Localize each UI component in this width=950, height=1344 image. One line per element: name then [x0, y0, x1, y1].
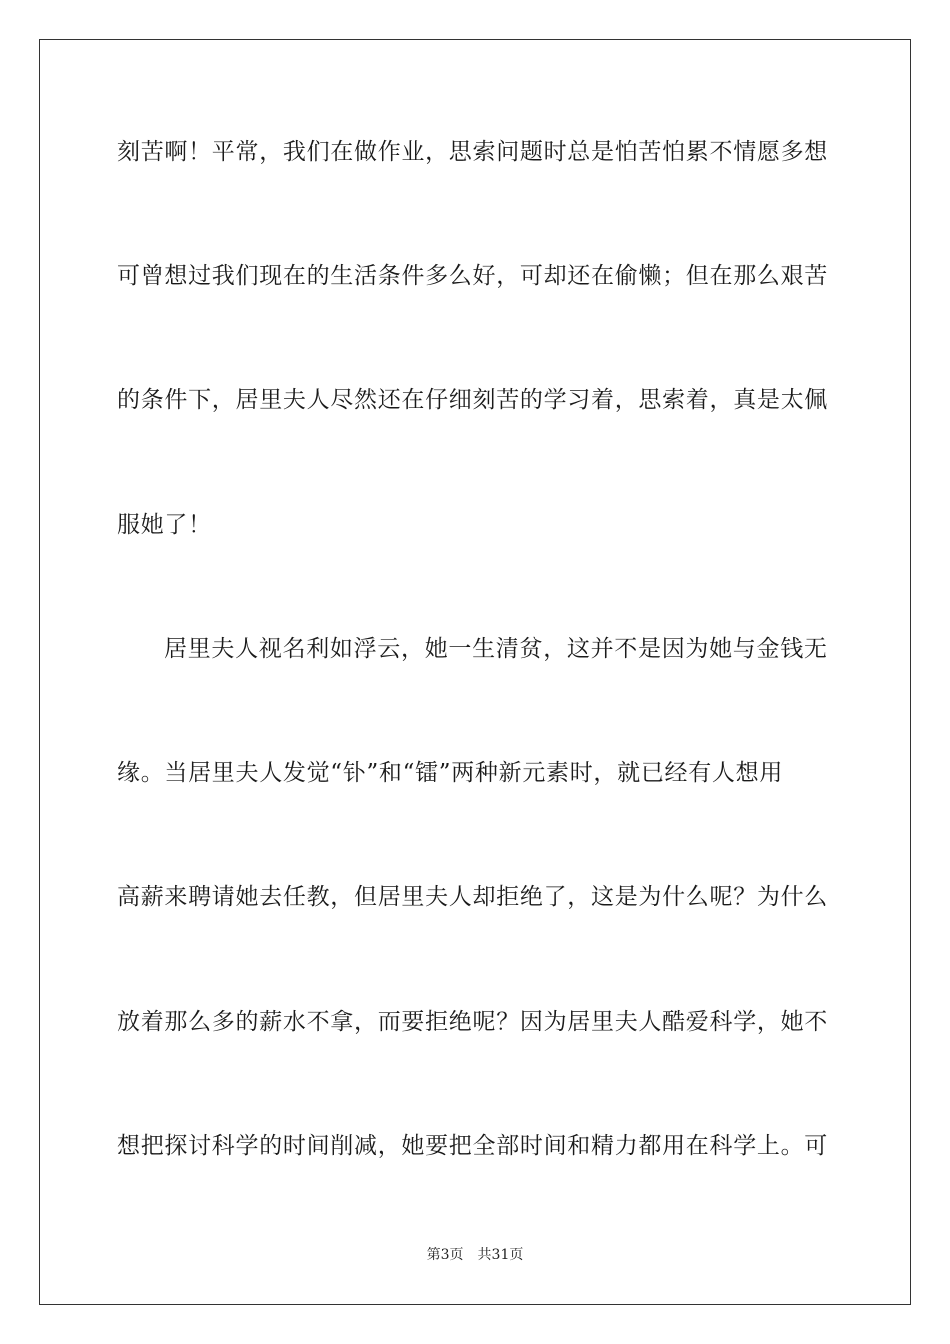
body-line-4: 服她了！	[117, 512, 212, 538]
body-line-3: 的条件下，居里夫人尽然还在仔细刻苦的学习着，思索着，真是太佩	[117, 387, 828, 413]
body-line-2: 可曾想过我们现在的生活条件多么好，可却还在偷懒；但在那么艰苦	[117, 263, 828, 289]
total-pages: 共31页	[477, 1247, 524, 1263]
body-line-9: 想把探讨科学的时间削减，她要把全部时间和精力都用在科学上。可	[117, 1133, 828, 1159]
body-line-8: 放着那么多的薪水不拿，而要拒绝呢？因为居里夫人酷爱科学，她不	[117, 1009, 828, 1035]
paragraph-2-first-line: 居里夫人视名利如浮云，她一生清贫，这并不是因为她与金钱无	[164, 636, 828, 662]
body-line-6: 缘。当居里夫人发觉“钋”和“镭”两种新元素时，就已经有人想用	[117, 760, 784, 786]
page-border	[39, 39, 911, 1305]
page-footer	[0, 1245, 950, 1265]
body-line-7: 高薪来聘请她去任教，但居里夫人却拒绝了，这是为什么呢？为什么	[117, 884, 828, 910]
page-number: 第3页	[426, 1247, 464, 1263]
body-line-1: 刻苦啊！平常，我们在做作业，思索问题时总是怕苦怕累不情愿多想	[117, 139, 828, 165]
